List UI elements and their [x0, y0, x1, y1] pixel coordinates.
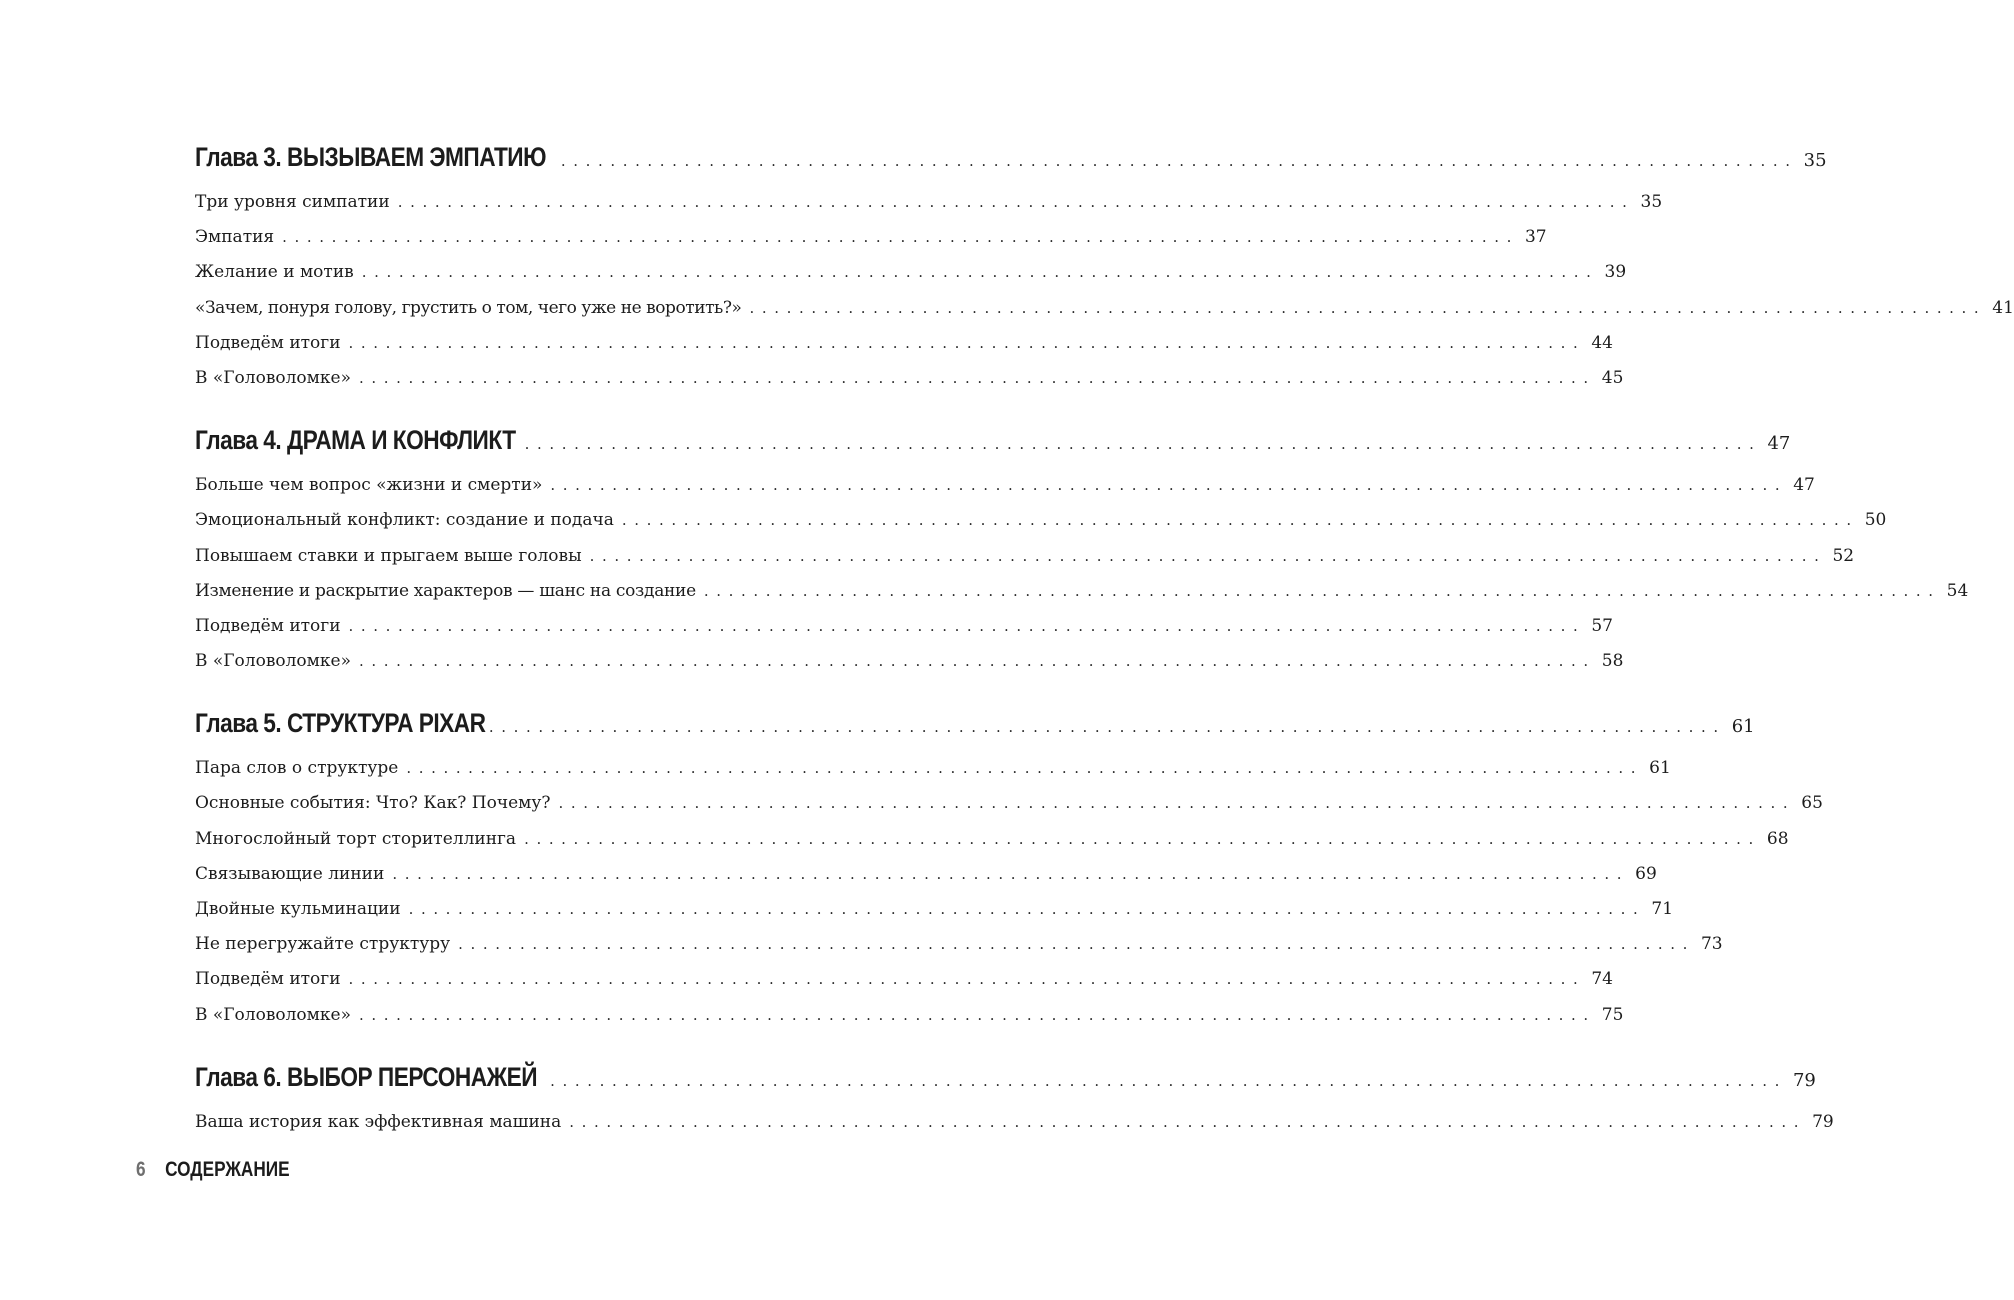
- entry-title: Изменение и раскрытие характеров — шанс на создание: [195, 580, 696, 601]
- entry-page-number: 65: [1801, 793, 1823, 814]
- entry-page-number: 50: [1864, 510, 1887, 531]
- dot-leader: ....................................................................................................: [524, 435, 1762, 454]
- toc-entry[interactable]: [195, 227, 1547, 262]
- dot-leader: ....................................................................................................: [488, 718, 1726, 737]
- entry-page-number: 41: [1992, 297, 2014, 318]
- entry-title: Подведём итоги: [195, 615, 341, 636]
- entry-page-number: 58: [1601, 651, 1624, 672]
- chapter-title: Глава 5. СТРУКТУРА PIXAR: [195, 708, 486, 739]
- entry-title: Ваша история как эффективная машина: [195, 1111, 562, 1132]
- dot-leader: ....................................................................................................: [358, 652, 1596, 671]
- dot-leader: ....................................................................................................: [348, 616, 1586, 635]
- chapter-page-number: 35: [1803, 150, 1827, 171]
- dot-leader: ....................................................................................................: [550, 476, 1788, 495]
- chapter-page-number: 47: [1767, 433, 1791, 455]
- dot-leader: ....................................................................................................: [589, 546, 1827, 565]
- entry-page-number: 73: [1700, 934, 1723, 955]
- entry-page-number: 57: [1591, 615, 1613, 636]
- dot-leader: ....................................................................................................: [621, 511, 1859, 530]
- dot-leader: ....................................................................................................: [749, 298, 1987, 317]
- entry-title: Пара слов о структуре: [195, 758, 399, 779]
- entry-page-number: 79: [1812, 1111, 1834, 1132]
- toc-entry[interactable]: [195, 651, 1624, 686]
- chapter-4: [195, 425, 1969, 686]
- table-of-contents: [195, 142, 2014, 1147]
- entry-page-number: 44: [1591, 332, 1613, 353]
- chapter-heading[interactable]: [195, 142, 1827, 188]
- entry-title: Не перегружайте структуру: [195, 934, 451, 955]
- entry-title: Двойные кульминации: [195, 899, 401, 919]
- dot-leader: ....................................................................................................: [282, 228, 1519, 247]
- page-footer: [136, 1158, 290, 1182]
- entry-page-number: 71: [1651, 899, 1674, 919]
- dot-leader: ....................................................................................................: [558, 794, 1796, 813]
- entry-page-number: 69: [1635, 863, 1657, 884]
- dot-leader: ....................................................................................................: [406, 759, 1644, 778]
- dot-leader: ....................................................................................................: [703, 581, 1941, 600]
- entry-title: Подведём итоги: [195, 332, 341, 353]
- toc-entry[interactable]: [195, 969, 1613, 1004]
- entry-page-number: 37: [1524, 227, 1547, 248]
- entry-page-number: 75: [1601, 1004, 1624, 1025]
- chapter-title: Глава 3. ВЫЗЫВАЕМ ЭМПАТИЮ: [195, 142, 547, 172]
- dot-leader: ....................................................................................................: [361, 263, 1599, 282]
- entry-title: В «Головоломке»: [195, 1004, 351, 1025]
- dot-leader: ....................................................................................................: [358, 368, 1596, 387]
- entry-title: Эмоциональный конфликт: создание и подача: [195, 510, 614, 531]
- toc-entry[interactable]: [195, 863, 1657, 899]
- entry-title: Основные события: Что? Как? Почему?: [195, 793, 551, 814]
- entry-title: Три уровня симпатии: [195, 192, 390, 212]
- dot-leader: ....................................................................................................: [550, 1071, 1787, 1090]
- dot-leader: ....................................................................................................: [392, 864, 1630, 883]
- toc-entry[interactable]: [195, 545, 1855, 581]
- toc-entry[interactable]: [195, 934, 1723, 969]
- chapter-heading[interactable]: [195, 708, 1755, 754]
- toc-entry[interactable]: [195, 1111, 1834, 1147]
- dot-leader: ....................................................................................................: [458, 935, 1695, 954]
- dot-leader: ....................................................................................................: [524, 829, 1761, 848]
- toc-entry[interactable]: [195, 580, 1969, 616]
- toc-entry[interactable]: [195, 367, 1624, 403]
- toc-entry[interactable]: [195, 192, 1663, 227]
- entry-page-number: 52: [1832, 545, 1855, 566]
- entry-page-number: 61: [1649, 758, 1671, 779]
- dot-leader: ....................................................................................................: [348, 333, 1586, 352]
- dot-leader: ....................................................................................................: [397, 193, 1635, 211]
- entry-title: Желание и мотив: [195, 262, 354, 283]
- chapter-5: [195, 708, 1823, 1040]
- dot-leader: ....................................................................................................: [358, 1005, 1596, 1024]
- entry-page-number: 47: [1793, 475, 1815, 496]
- chapter-heading[interactable]: [195, 1061, 1816, 1108]
- dot-leader: ....................................................................................................: [348, 970, 1586, 989]
- entry-title: В «Головоломке»: [195, 367, 351, 388]
- toc-entry[interactable]: [195, 262, 1627, 297]
- entry-title: Повышаем ставки и прыгаем выше головы: [195, 545, 582, 566]
- dot-leader: ....................................................................................................: [569, 1112, 1807, 1131]
- entry-page-number: 45: [1601, 367, 1624, 388]
- toc-entry[interactable]: [195, 828, 1789, 864]
- chapter-title: Глава 6. ВЫБОР ПЕРСОНАЖЕЙ: [195, 1061, 538, 1092]
- entry-title: Многослойный торт сторителлинга: [195, 828, 517, 849]
- entry-title: В «Головоломке»: [195, 651, 351, 672]
- chapter-heading[interactable]: [195, 425, 1791, 471]
- dot-leader: ....................................................................................................: [560, 152, 1798, 170]
- chapter-6: [195, 1061, 1834, 1147]
- running-section-title: СОДЕРЖАНИЕ: [165, 1158, 290, 1181]
- entry-title: «Зачем, понуря голову, грустить о том, чего уже не воротить?»: [195, 297, 742, 318]
- toc-entry[interactable]: [195, 475, 1815, 510]
- entry-page-number: 39: [1604, 262, 1627, 283]
- toc-entry[interactable]: [195, 510, 1887, 545]
- entry-page-number: 68: [1766, 828, 1789, 849]
- toc-entry[interactable]: [195, 297, 2014, 333]
- toc-entry[interactable]: [195, 758, 1671, 793]
- entry-page-number: 54: [1946, 580, 1969, 601]
- toc-entry[interactable]: [195, 793, 1823, 828]
- entry-page-number: 35: [1640, 192, 1663, 212]
- chapter-3: [195, 142, 2014, 403]
- chapter-page-number: 79: [1792, 1069, 1816, 1091]
- entry-title: Эмпатия: [195, 227, 275, 248]
- dot-leader: ....................................................................................................: [408, 900, 1646, 918]
- entry-title: Подведём итоги: [195, 969, 341, 990]
- toc-entry[interactable]: [195, 1004, 1624, 1040]
- toc-entry[interactable]: [195, 615, 1613, 651]
- page-number: 6: [136, 1158, 146, 1181]
- toc-entry[interactable]: [195, 899, 1674, 934]
- chapter-page-number: 61: [1731, 716, 1755, 738]
- toc-entry[interactable]: [195, 332, 1613, 368]
- entry-title: Больше чем вопрос «жизни и смерти»: [195, 475, 543, 496]
- entry-page-number: 74: [1591, 969, 1613, 990]
- chapter-title: Глава 4. ДРАМА И КОНФЛИКТ: [195, 425, 516, 456]
- entry-title: Связывающие линии: [195, 863, 385, 884]
